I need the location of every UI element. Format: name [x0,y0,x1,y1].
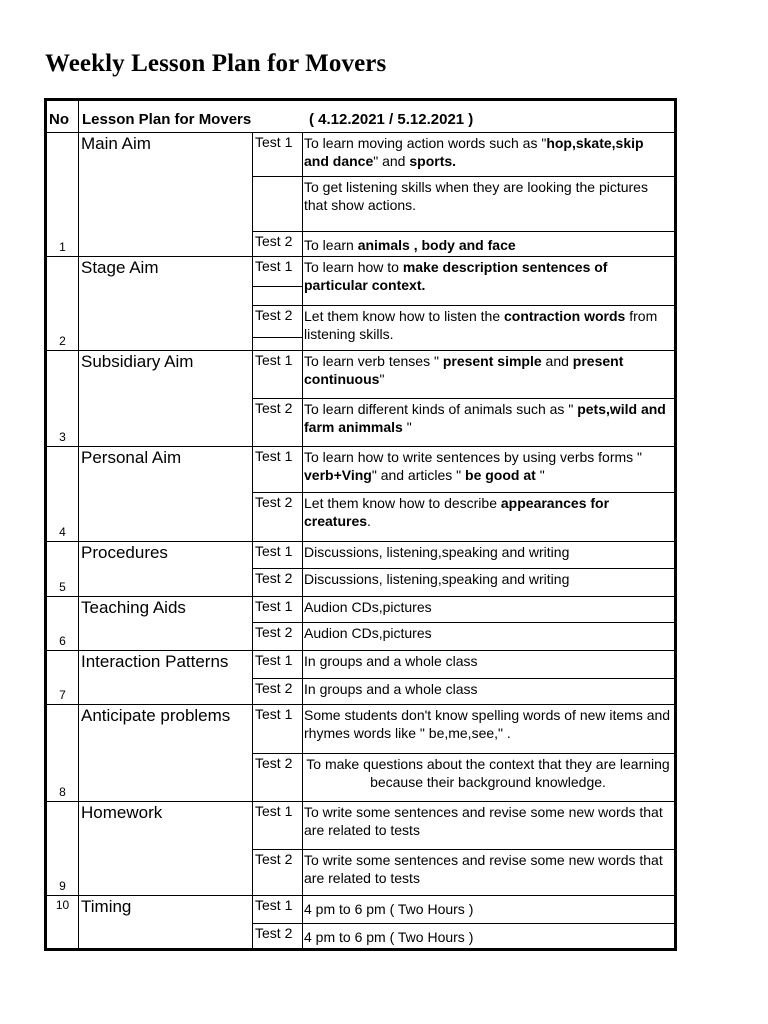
row-category: Timing [81,897,132,916]
content-fragment: Audion CDs,pictures [304,599,432,615]
content-fragment: contraction words [504,308,626,324]
test-content [304,307,672,343]
test-label: Test 1 [255,543,293,559]
content-fragment: " and [373,153,410,169]
row-category: Interaction Patterns [81,652,229,671]
content-fragment: Let them know how to describe [304,495,501,511]
test-content [304,652,672,670]
content-fragment: be good at [465,467,536,483]
divider [252,492,674,493]
row-number: 8 [59,785,66,799]
row-number: 7 [59,688,66,702]
content-fragment: To write some sentences and revise some new words that are related to tests [304,804,663,838]
test-content [304,352,672,388]
content-fragment: verb+Ving [304,467,372,483]
divider [47,132,674,133]
test-label: Test 1 [255,448,293,464]
content-fragment: sports. [409,153,457,169]
row-number: 6 [59,634,66,648]
row-number: 4 [59,525,66,539]
content-fragment: hop,skate,skip and dance [304,135,644,169]
test-label: Test 2 [255,494,293,510]
content-fragment: Discussions, listening,speaking and writing [304,571,570,587]
header-no: No [49,111,69,128]
test-label: Test 2 [255,624,293,640]
test-content [304,598,672,616]
divider [252,305,674,306]
content-fragment: 4 pm to 6 pm ( Two Hours ) [304,929,474,945]
content-fragment: . [367,513,371,529]
test-label: Test 2 [255,851,293,867]
content-fragment: animals , body and face [357,237,516,253]
divider [47,446,674,447]
header-plan: Lesson Plan for Movers [82,111,252,128]
content-fragment: appearances for creatures [304,495,610,529]
divider [252,231,674,232]
test-label: Test 2 [255,307,293,323]
divider [252,446,253,541]
divider [252,678,674,679]
content-fragment: and [541,353,573,369]
divider [252,256,253,350]
row-category: Subsidiary Aim [81,352,194,371]
content-fragment: present continuous [304,353,624,387]
row-category: Procedures [81,543,168,562]
content-fragment: " [402,419,412,435]
divider [47,948,674,949]
test-label: Test 2 [255,755,293,771]
content-fragment: To learn how to write sentences by using verbs forms " [304,449,643,465]
row-number: 3 [59,430,66,444]
row-category: Teaching Aids [81,598,186,617]
content-fragment: To get listening skills when they are looking the pictures that show actions. [304,179,648,213]
test-content [304,803,672,839]
content-fragment: " [535,467,545,483]
test-content [304,494,672,530]
test-label: Test 1 [255,803,293,819]
test-label: Test 1 [255,352,293,368]
row-category: Anticipate problems [81,706,231,725]
test-content [304,706,672,742]
test-content [304,400,672,436]
test-label: Test 1 [255,897,293,913]
row-number: 1 [59,240,66,254]
content-fragment: from listening skills. [304,308,658,342]
divider [302,132,303,948]
content-fragment: To learn different kinds of animals such as " [304,401,578,417]
test-content [304,448,672,484]
divider [47,650,674,651]
test-content [304,178,672,214]
test-label: Test 2 [255,570,293,586]
content-fragment: In groups and a whole class [304,681,478,697]
test-content [304,543,672,561]
test-label: Test 2 [255,925,293,941]
test-content [304,570,672,588]
content-fragment: To learn moving action words such as " [304,135,547,151]
content-fragment: To learn [304,237,358,253]
test-label: Test 2 [255,233,293,249]
test-content [304,755,672,791]
header-dates: ( 4.12.2021 / 5.12.2021 ) [309,111,474,128]
row-category: Personal Aim [81,448,182,467]
test-content [304,236,672,254]
test-content [304,851,672,887]
divider [47,256,674,257]
divider [252,849,674,850]
test-content [304,680,672,698]
test-label: Test 1 [255,652,293,668]
content-fragment: present simple [442,353,542,369]
divider [252,923,674,924]
content-fragment: Audion CDs,pictures [304,625,432,641]
divider [47,895,674,896]
content-fragment: To learn verb tenses " [304,353,443,369]
content-fragment: To write some sentences and revise some new words that are related to tests [304,852,663,886]
content-fragment: In groups and a whole class [304,653,478,669]
row-category: Homework [81,803,163,822]
divider [252,596,253,650]
test-label: Test 1 [255,706,293,722]
divider [252,801,253,895]
test-content [304,258,672,294]
test-label: Test 2 [255,400,293,416]
divider [47,596,674,597]
test-content [304,624,672,642]
content-fragment: pets,wild and farm animmals [304,401,666,435]
test-label: Test 2 [255,680,293,696]
divider [47,801,674,802]
divider [47,350,674,351]
content-fragment: To make questions about the context that they are learning because their background knowledge. [306,756,670,790]
row-number: 5 [59,580,66,594]
content-fragment: Let them know how to listen the [304,308,504,324]
lesson-plan-table [44,98,677,951]
divider [252,753,674,754]
divider [252,568,674,569]
row-category: Stage Aim [81,258,159,277]
content-fragment: Some students don't know spelling words of new items and rhymes words like " be,me,see," . [304,707,671,741]
content-fragment: 4 pm to 6 pm ( Two Hours ) [304,901,474,917]
divider [252,398,674,399]
test-content [304,900,672,918]
test-label: Test 1 [255,598,293,614]
divider [252,176,674,177]
divider [252,895,253,948]
row-category: Main Aim [81,134,151,153]
content-fragment: To learn how to [304,259,403,275]
divider [252,132,253,256]
content-fragment: Discussions, listening,speaking and writing [304,544,570,560]
test-content [304,134,672,170]
divider [47,541,674,542]
test-label: Test 1 [255,134,293,150]
row-number: 9 [59,879,66,893]
row-number: 10 [55,898,70,912]
test-label: Test 1 [255,258,293,274]
divider [252,650,253,704]
test-content [304,928,672,946]
page-title: Weekly Lesson Plan for Movers [45,50,387,77]
content-fragment: " and articles " [371,467,466,483]
divider [252,622,674,623]
divider [252,286,302,287]
content-fragment: make description sentences of particular context. [304,259,608,293]
divider [78,101,79,948]
divider [252,337,302,338]
content-fragment: " [379,371,385,387]
row-number: 2 [59,334,66,348]
divider [47,704,674,705]
